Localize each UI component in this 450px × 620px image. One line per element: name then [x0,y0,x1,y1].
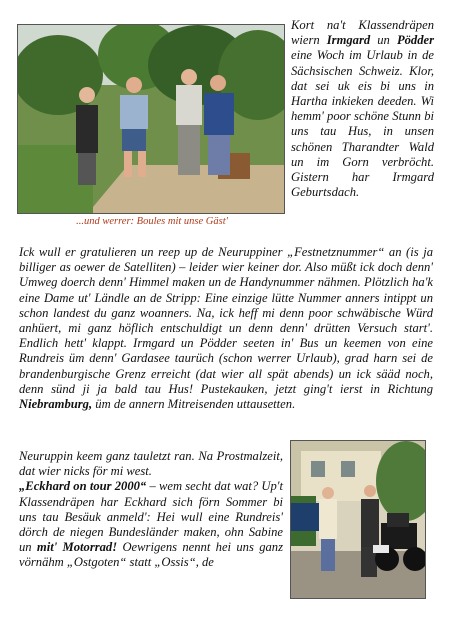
text-segment: Neuruppin keem ganz tauletzt ran. Na Prostmalzeit, dat wier nicks för mi west. [19,449,283,479]
eckhard-tour-heading: „Eckhard on tour 2000“ [19,479,147,494]
name-poedder: Pödder [396,33,435,48]
text-segment: un [370,33,397,48]
text-segment: Kort na't Klassendräpen wiern [291,18,434,48]
text-segment: eine Woch im Urlaub in de Sächsischen Schweiz. Klor, dat sei uk eis bi uns in Hartha inkieken deeden. Wi hemm' poor schöne Stunn bi uns tau Hus, in unsen schönen Tharandter Wald un im Gorn verbröcht. Gistern har Irmgard Geburtsdach. [291,48,434,200]
photo-caption: ...und werrer: Boules mit unse Gäst' [76,216,228,227]
text-segment: Ick wull er gratulieren un reep up de Neuruppiner „Festnetznummer“ an (is ja billiger as oewer de Satelliten) – leider wier keiner dor. Also müßt ick doch denn' Umweg doerch denn' Himmel maken un de Handynummer nähmen. Plötzlich ha'k eine Dame ut' Ländle an de Stripp: Eine einzige lütte Nummer anners intippt un schon landest du ganz woanners. Na, ick heff mi denn poor schwäbische Würd anhüert, mi ganz höflich entschuldigt un denn denn' drütten Versuch start'. Endlich hett' klappt. Irmgard un Pödder seeten in' Bus un keemen von eine Rundreis üm denn' Gardasee taurüch (schon werrer Urlaub), grad harn sei de brandenburgische Grenz erreicht (dat wier all spät abends) un ick sääd noch, denn sünd ji ja bald tau Hus! Pustekauken, jetzt ging't ierst in Richtung [19,245,433,396]
text-segment: – wem secht dat wat? Up't Klassendräpen har Eckhard sich förn Sommer bi uns tau Besäuk anmeld': Hei wull eine Rundreis' dörch de niegen Bundesländer maken, ohn Sabine un [19,479,283,555]
garden-boules-photo [17,24,285,214]
name-irmgard: Irmgard [326,33,371,48]
text-segment: Oewrigens nennt hei uns ganz vörnähm „Ostgoten“ statt „Ossis“, de [19,540,283,570]
motorcycle-photo [290,440,426,599]
text-segment: üm de annern Mitreisenden uttausetten. [92,397,296,412]
place-niebramburg: Niebramburg, [19,397,93,412]
motorrad-emphasis: mit' Motorrad! [36,540,118,555]
left-column-text [19,449,283,571]
right-column-text [291,18,434,200]
main-paragraph [19,245,433,412]
